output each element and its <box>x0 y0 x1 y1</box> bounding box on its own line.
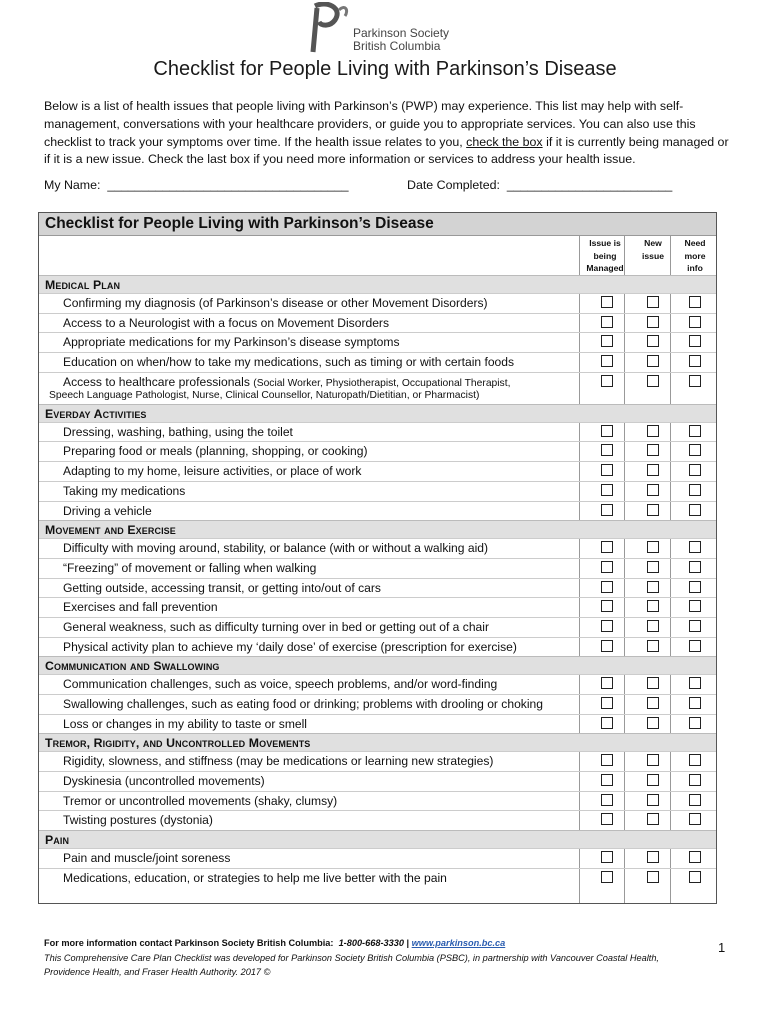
date-field[interactable]: Date Completed: ________________________ <box>407 178 673 192</box>
managed-checkbox[interactable] <box>601 316 613 328</box>
checklist-row <box>39 868 716 888</box>
section-title: Communication and Swallowing <box>45 659 220 674</box>
checklist-row <box>39 501 716 521</box>
item-label: Taking my medications <box>63 483 186 498</box>
managed-checkbox[interactable] <box>601 677 613 689</box>
need-info-checkbox[interactable] <box>689 581 701 593</box>
need-info-checkbox[interactable] <box>689 851 701 863</box>
managed-checkbox[interactable] <box>601 355 613 367</box>
item-label: Communication challenges, such as voice, speech problems, and/or word-finding <box>63 677 498 692</box>
item-label: “Freezing” of movement or falling when walking <box>63 560 317 575</box>
checklist-row <box>39 694 716 714</box>
section-header <box>39 275 716 293</box>
checklist-row <box>39 422 716 442</box>
item-label: Driving a vehicle <box>63 503 152 518</box>
new-issue-checkbox[interactable] <box>647 335 659 347</box>
checklist-row <box>39 578 716 598</box>
section-header <box>39 404 716 422</box>
item-label: Education on when/how to take my medications, such as timing or with certain foods <box>63 355 515 370</box>
checklist-row <box>39 372 716 404</box>
checklist-table <box>38 212 717 904</box>
managed-checkbox[interactable] <box>601 774 613 786</box>
need-info-checkbox[interactable] <box>689 425 701 437</box>
org-logo <box>305 2 455 54</box>
new-issue-checkbox[interactable] <box>647 677 659 689</box>
need-info-checkbox[interactable] <box>689 774 701 786</box>
need-info-checkbox[interactable] <box>689 335 701 347</box>
need-info-checkbox[interactable] <box>689 600 701 612</box>
checklist-row <box>39 810 716 830</box>
item-label: Dyskinesia (uncontrolled movements) <box>63 774 265 789</box>
new-issue-checkbox[interactable] <box>647 871 659 883</box>
managed-checkbox[interactable] <box>601 697 613 709</box>
new-issue-checkbox[interactable] <box>647 316 659 328</box>
checklist-row <box>39 441 716 461</box>
item-label: Preparing food or meals (planning, shopping, or cooking) <box>63 444 368 459</box>
need-info-checkbox[interactable] <box>689 355 701 367</box>
item-label: Rigidity, slowness, and stiffness (may be medications or learning new strategies) <box>63 754 494 769</box>
checklist-row <box>39 352 716 372</box>
new-issue-checkbox[interactable] <box>647 425 659 437</box>
checklist-row <box>39 332 716 352</box>
page-number: 1 <box>718 940 726 955</box>
managed-checkbox[interactable] <box>601 581 613 593</box>
page-title: Checklist for People Living with Parkinson’s Disease <box>153 58 617 80</box>
need-info-checkbox[interactable] <box>689 561 701 573</box>
need-info-checkbox[interactable] <box>689 296 701 308</box>
need-info-checkbox[interactable] <box>689 620 701 632</box>
new-issue-checkbox[interactable] <box>647 754 659 766</box>
new-issue-checkbox[interactable] <box>647 640 659 652</box>
item-label: Pain and muscle/joint soreness <box>63 851 231 866</box>
new-issue-checkbox[interactable] <box>647 375 659 387</box>
column-headers <box>39 236 716 275</box>
section-header <box>39 733 716 751</box>
need-info-checkbox[interactable] <box>689 444 701 456</box>
name-field[interactable]: My Name: ___________________________________ <box>44 178 349 192</box>
managed-checkbox[interactable] <box>601 444 613 456</box>
new-issue-checkbox[interactable] <box>647 484 659 496</box>
new-issue-checkbox[interactable] <box>647 813 659 825</box>
new-issue-checkbox[interactable] <box>647 774 659 786</box>
website-link[interactable]: www.parkinson.bc.ca <box>411 938 506 948</box>
checklist-row <box>39 617 716 637</box>
col-new: New issue <box>642 238 664 261</box>
checklist-row <box>39 848 716 868</box>
need-info-checkbox[interactable] <box>689 794 701 806</box>
new-issue-checkbox[interactable] <box>647 794 659 806</box>
managed-checkbox[interactable] <box>601 484 613 496</box>
section-title: Tremor, Rigidity, and Uncontrolled Movements <box>45 736 311 751</box>
new-issue-checkbox[interactable] <box>647 600 659 612</box>
item-label: Getting outside, accessing transit, or getting into/out of cars <box>63 580 381 595</box>
item-label: Exercises and fall prevention <box>63 600 218 615</box>
item-label: Appropriate medications for my Parkinson’s disease symptoms <box>63 335 400 350</box>
need-info-checkbox[interactable] <box>689 640 701 652</box>
managed-checkbox[interactable] <box>601 640 613 652</box>
section-header <box>39 520 716 538</box>
item-label: Loss or changes in my ability to taste or smell <box>63 716 307 731</box>
new-issue-checkbox[interactable] <box>647 717 659 729</box>
item-label: Medications, education, or strategies to help me live better with the pain <box>63 870 447 885</box>
need-info-checkbox[interactable] <box>689 697 701 709</box>
checklist-row <box>39 538 716 558</box>
managed-checkbox[interactable] <box>601 620 613 632</box>
checklist-row <box>39 771 716 791</box>
col-managed: Issue is being Managed <box>586 238 624 273</box>
need-info-checkbox[interactable] <box>689 754 701 766</box>
section-title: Pain <box>45 833 70 848</box>
need-info-checkbox[interactable] <box>689 813 701 825</box>
managed-checkbox[interactable] <box>601 335 613 347</box>
managed-checkbox[interactable] <box>601 541 613 553</box>
managed-checkbox[interactable] <box>601 296 613 308</box>
item-label: Tremor or uncontrolled movements (shaky, clumsy) <box>63 793 338 808</box>
managed-checkbox[interactable] <box>601 871 613 883</box>
managed-checkbox[interactable] <box>601 851 613 863</box>
section-title: Medical Plan <box>45 278 121 292</box>
need-info-checkbox[interactable] <box>689 504 701 516</box>
table-title-bar <box>39 213 716 236</box>
item-label-continued: Speech Language Pathologist, Nurse, Clinical Counsellor, Naturopath/Dietitian, or Pharmacist) <box>49 389 480 401</box>
item-label: Access to a Neurologist with a focus on Movement Disorders <box>63 315 389 330</box>
new-issue-checkbox[interactable] <box>647 296 659 308</box>
managed-checkbox[interactable] <box>601 794 613 806</box>
checklist-row <box>39 558 716 578</box>
managed-checkbox[interactable] <box>601 425 613 437</box>
section-header <box>39 830 716 848</box>
new-issue-checkbox[interactable] <box>647 444 659 456</box>
new-issue-checkbox[interactable] <box>647 697 659 709</box>
managed-checkbox[interactable] <box>601 813 613 825</box>
item-label: Access to healthcare professionals (Social Worker, Physiotherapist, Occupational Therapist, <box>63 374 511 389</box>
org-name-line1: Parkinson Society <box>353 26 450 40</box>
section-title: Movement and Exercise <box>45 523 176 538</box>
managed-checkbox[interactable] <box>601 375 613 387</box>
item-label: Adapting to my home, leisure activities, or place of work <box>63 464 362 479</box>
parkinson-logo-icon <box>305 2 351 54</box>
need-info-checkbox[interactable] <box>689 316 701 328</box>
managed-checkbox[interactable] <box>601 754 613 766</box>
item-label: Difficulty with moving around, stability, or balance (with or without a walking aid) <box>63 541 489 556</box>
need-info-checkbox[interactable] <box>689 464 701 476</box>
checklist-row <box>39 597 716 617</box>
section-header <box>39 656 716 674</box>
new-issue-checkbox[interactable] <box>647 541 659 553</box>
col-more-info: Need more info <box>684 238 706 273</box>
need-info-checkbox[interactable] <box>689 541 701 553</box>
footer-credit: This Comprehensive Care Plan Checklist was developed for Parkinson Society British Columbia (PSBC), in partnership with Vancouver Coastal Health, Providence Health, and Fraser Health Authority. 2017 © <box>44 953 659 977</box>
checklist-row <box>39 637 716 657</box>
org-name-line2: British Columbia <box>353 39 441 53</box>
managed-checkbox[interactable] <box>601 464 613 476</box>
new-issue-checkbox[interactable] <box>647 561 659 573</box>
item-label: General weakness, such as difficulty turning over in bed or getting out of a chair <box>63 619 489 634</box>
checklist-row <box>39 674 716 694</box>
checklist-row <box>39 293 716 313</box>
intro-paragraph: Below is a list of health issues that people living with Parkinson’s (PWP) may experience. This list may help with self-management, conversations with your healthcare providers, or guide you to appropriate services. You can also use this checklist to track your symptoms over time. If the health issue relates to you, check the box if it is currently being managed or if it is a new issue. Check the last box if you need more information or services to address your health issue. <box>44 99 729 167</box>
managed-checkbox[interactable] <box>601 600 613 612</box>
managed-checkbox[interactable] <box>601 561 613 573</box>
footer-contact: For more information contact Parkinson Society British Columbia: 1-800-668-3330 | www.parkinson.bc.ca <box>44 938 506 948</box>
new-issue-checkbox[interactable] <box>647 581 659 593</box>
new-issue-checkbox[interactable] <box>647 620 659 632</box>
need-info-checkbox[interactable] <box>689 484 701 496</box>
managed-checkbox[interactable] <box>601 504 613 516</box>
item-label: Swallowing challenges, such as eating food or drinking; problems with drooling or choking <box>63 697 543 711</box>
managed-checkbox[interactable] <box>601 717 613 729</box>
checklist-row <box>39 481 716 501</box>
need-info-checkbox[interactable] <box>689 375 701 387</box>
checklist-row <box>39 461 716 481</box>
new-issue-checkbox[interactable] <box>647 464 659 476</box>
checklist-row <box>39 714 716 734</box>
item-label: Twisting postures (dystonia) <box>63 813 213 828</box>
item-label: Confirming my diagnosis (of Parkinson’s disease or other Movement Disorders) <box>63 296 488 310</box>
item-label: Dressing, washing, bathing, using the toilet <box>63 424 293 439</box>
need-info-checkbox[interactable] <box>689 677 701 689</box>
need-info-checkbox[interactable] <box>689 717 701 729</box>
checklist-row <box>39 751 716 771</box>
checklist-row <box>39 313 716 333</box>
table-title: Checklist for People Living with Parkinson’s Disease <box>45 215 434 232</box>
section-title: Everday Activities <box>45 406 147 421</box>
new-issue-checkbox[interactable] <box>647 355 659 367</box>
new-issue-checkbox[interactable] <box>647 504 659 516</box>
new-issue-checkbox[interactable] <box>647 851 659 863</box>
need-info-checkbox[interactable] <box>689 871 701 883</box>
item-label: Physical activity plan to achieve my ‘daily dose’ of exercise (prescription for exercise) <box>63 639 517 654</box>
checklist-row <box>39 791 716 811</box>
